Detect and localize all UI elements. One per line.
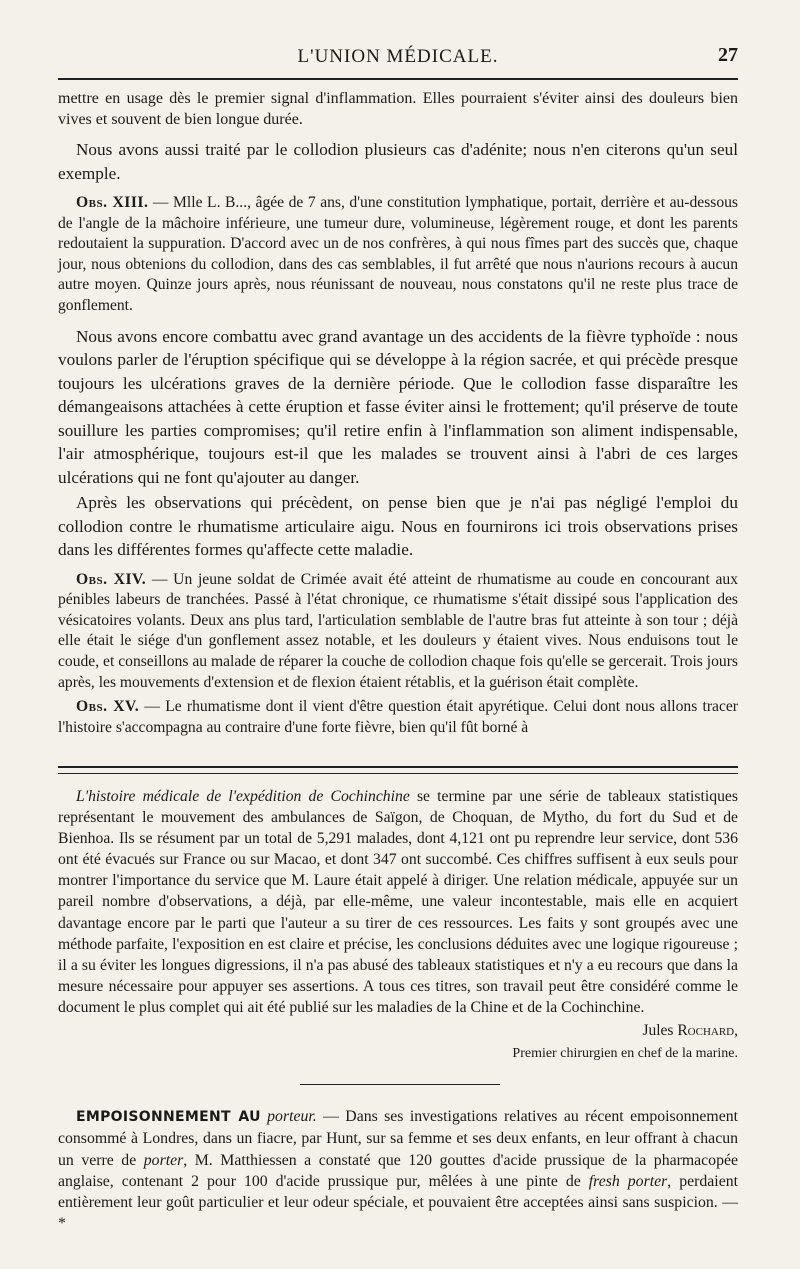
news-italic-term: porter [143, 1151, 184, 1169]
signature-last-name: Rochard, [677, 1022, 738, 1040]
observation-label: Obs. XIII. [76, 194, 149, 211]
news-item [58, 1106, 738, 1235]
signature-first-name: Jules [642, 1022, 674, 1040]
observation-13 [58, 193, 738, 317]
observation-text: — Le rhumatisme dont il vient d'être question était apyrétique. Celui dont nous allons tracer l'histoire s'accompagna au contraire d'une forte fièvre, bien qu'il fût borné à [58, 698, 738, 736]
news-text: , M. Matthiessen a constaté que 120 gouttes d'acide prussique de la pharmacopée anglaise, contenant 2 pour 100 d'acide prussique pur, mêlées à une pinte de [58, 1151, 739, 1190]
section-divider [300, 1084, 500, 1085]
news-text: — Dans ses investigations relatives au récent empoisonnement consommé à Londres, dans un fiacre, par Hunt, sur sa femme et ses deux enfants, en leur offrant à chacun un verre de [58, 1108, 738, 1169]
journal-title: L'UNION MÉDICALE. [297, 46, 499, 67]
signature-block [58, 1020, 738, 1064]
paragraph-typhoid: Nous avons encore combattu avec grand avantage un des accidents de la fièvre typhoïde : nous voulons parler de l'éruption spécifique qui se développe à la région sacrée, et qui précède presque toujours les ulcérations graves de la dernière période. Que le collodion fasse disparaître les démangeaisons attachées à cette éruption et fasse éviter ainsi le frottement; qu'il préserve de toute souillure les parties compromises; qu'il retire enfin à l'inflammation son aliment indispensable, l'air atmosphérique, toujours est-il que les malades se trouvent ainsi à l'abri de ces larges ulcérations qui ne font qu'ajouter au danger. [58, 326, 738, 487]
running-head [58, 42, 738, 76]
observation-text: — Un jeune soldat de Crimée avait été atteint de rhumatisme au coude en concourant aux pénibles labeurs de tranchées. Passé à l'état chronique, ce rhumatisme s'était dissipé sous l'application des vésicatoires volants. Deux ans plus tard, l'articulation semblable de l'autre bras fut atteinte à son tour ; déjà elle était le siége d'un gonflement assez notable, et les douleurs y étaient vives. Nous enduisons tout le coude, et conseillons au malade de réparer la couche de collodion chaque fois qu'elle se gercerait. Trois jours après, les mouvements d'extension et de flexion étaient rétablis, et la guérison était complète. [58, 570, 739, 691]
feuilleton [58, 786, 738, 1064]
page-number: 27 [718, 44, 738, 66]
news-heading-italic: porteur. [267, 1108, 317, 1125]
observation-14 [58, 570, 738, 694]
news-text: , perdaient entièrement leur goût particulier et leur odeur spéciale, et pouvaient être acceptées ainsi sans suspicion. — * [58, 1172, 738, 1233]
news-heading: EMPOISONNEMENT AU [76, 1109, 261, 1125]
paragraph-continuation: mettre en usage dès le premier signal d'inflammation. Elles pourraient s'éviter ainsi des douleurs bien vives et souvent de bien longue durée. [58, 90, 738, 128]
observation-text: — Mlle L. B..., âgée de 7 ans, d'une constitution lymphatique, portait, derrière et au-dessous de l'angle de la mâchoire inférieure, une tumeur dure, volumineuse, légèrement rouge, et dont les parents redoutaient la suppuration. D'accord avec un de nos confrères, à qui nous fîmes part des succès que, chaque jour, nous obtenions du collodion, dans des cas semblables, il fut arrêté que nous n'aurions recours à aucun autre moyen. Quinze jours après, nous réunissant de nouveau, nous constatons qu'il ne reste plus trace de gonflement. [58, 194, 738, 314]
observation-label: Obs. XIV. [76, 570, 147, 588]
book-title: L'histoire médicale de l'expédition de Cochinchine [76, 788, 410, 805]
signature-name [58, 1020, 738, 1041]
header-rule [58, 78, 738, 80]
paragraph-adenite: Nous avons aussi traité par le collodion plusieurs cas d'adénite; nous n'en citerons qu'un seul exemple. [58, 140, 738, 183]
review-text: se termine par une série de tableaux statistiques représentant le mouvement des ambulances de Saïgon, de Choquan, de Mytho, du fort du Sud et de Bienhoa. Ils se résument par un total de 5,291 malades, dont 4,121 ont pu reprendre leur service, dont 536 ont été évacués sur France ou sur Macao, et dont 347 ont succombé. Ces chiffres suffisent à eux seuls pour montrer l'importance du service que M. Laure était appelé à diriger. Une relation médicale, appuyée sur un pareil nombre d'observations, a déjà, par elle-même, une valeur incontestable, mais elle en acquiert davantage encore par le parti que l'auteur a su tirer de ces ressources. Les faits y sont groupés avec une méthode parfaite, l'exposition en est claire et précise, les conclusions déduites avec une logique rigoureuse ; il a su éviter les longues digressions, il n'a pas abusé des tableaux statistiques et n'y a eu recours que dans la mesure nécessaire pour appuyer ses assertions. A tous ces titres, son travail peut être considéré comme le document le plus complet qui ait été publié sur les maladies de la Chine et de la Cochinchine. [58, 788, 738, 1016]
signature-title: Premier chirurgien en chef de la marine. [512, 1046, 738, 1062]
review-paragraph [58, 786, 738, 1018]
observation-label: Obs. XV. [76, 698, 140, 716]
news-paragraph [58, 1106, 738, 1235]
news-italic-term: fresh porter [588, 1172, 668, 1190]
paragraph-rheumatism: Après les observations qui précèdent, on pense bien que je n'ai pas négligé l'emploi du collodion contre le rhumatisme articulaire aigu. Nous en fournirons ici trois observations prises dans les différentes formes qu'affecte cette maladie. [58, 493, 738, 560]
article-body [58, 88, 738, 738]
feuilleton-separator [58, 766, 738, 774]
observation-15 [58, 697, 738, 738]
